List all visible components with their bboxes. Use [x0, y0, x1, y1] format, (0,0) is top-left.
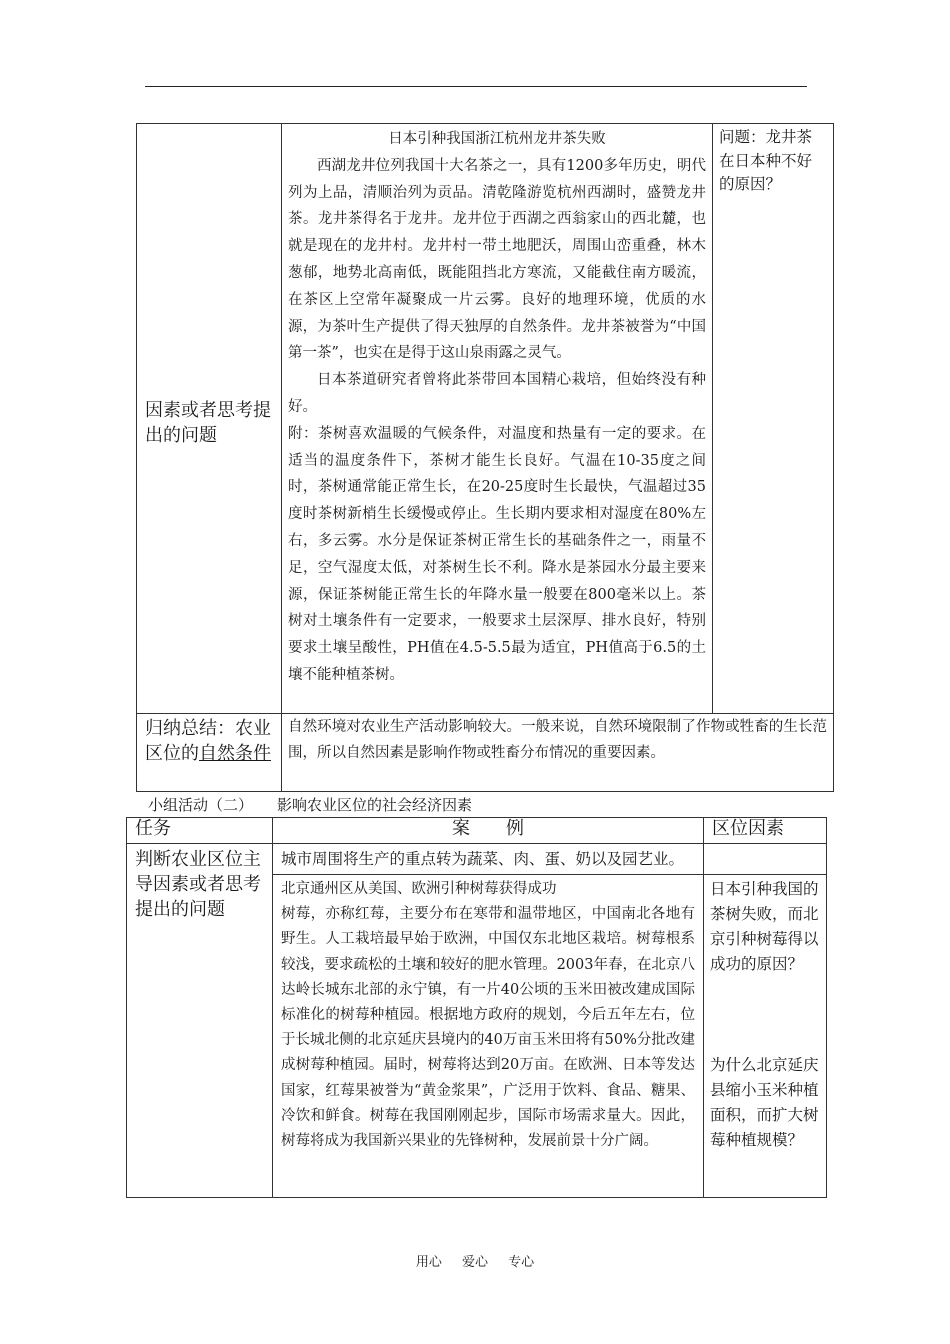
- factor-row2-cell: [704, 875, 827, 1198]
- passage-title: 日本引种我国浙江杭州龙井茶失败: [388, 131, 606, 147]
- activity-number: 小组活动（二）: [148, 796, 254, 814]
- factors-label-cell: [137, 124, 282, 714]
- case-row1-text: 城市周围将生产的重点转为蔬菜、肉、蛋、奶以及园艺业。: [281, 850, 685, 868]
- passage-cell: [282, 124, 713, 714]
- footer-word-2: 爱心: [461, 1255, 488, 1270]
- question-raspberry-success: 日本引种我国的茶树失败，而北京引种树莓得以成功的原因？: [710, 880, 819, 973]
- case-row1-cell: [273, 844, 704, 875]
- header-case-cell: [273, 818, 704, 844]
- question-cell: [713, 124, 834, 714]
- case-row2-text: 树莓，亦称红莓，主要分布在寒带和温带地区，中国南北各地有野生。人工栽培最早始于欧洲，中国仅东北地区栽培。树莓根系较浅，要求疏松的土壤和较好的肥水管理。2003年春，在北京八达岭长城东北部的永宁镇，有一片40公顷的玉米田被改建成国际标准化的树莓种植园。根据地方政府的规划，今后五年左右，位于长城北侧的北京延庆县境内的40万亩玉米田将有50%分批改建成树莓种植园。届时，树莓将达到20万亩。在欧洲、日本等发达国家，红莓果被誉为“黄金浆果”，广泛用于饮料、食品、糖果、冷饮和鲜食。树莓在我国刚刚起步，国际市场需求量大。因此，树莓将成为我国新兴果业的先锋树种，发展前景十分广阔。: [281, 906, 695, 1150]
- factor-row1-cell: [704, 844, 827, 875]
- header-task: 任务: [135, 818, 171, 839]
- header-case: 案 例: [452, 818, 524, 839]
- header-factor-cell: [704, 818, 827, 844]
- header-rule: [145, 86, 807, 87]
- footer-word-3: 专心: [508, 1255, 535, 1270]
- summary-text-cell: [282, 714, 834, 792]
- case-row2-title: 北京通州区从美国、欧洲引种树莓获得成功: [281, 881, 557, 897]
- natural-conditions-table: [136, 123, 834, 792]
- header-task-cell: [127, 818, 273, 844]
- case-row2-cell: [273, 875, 704, 1198]
- question-text: 问题：龙井茶在日本种不好的原因？: [719, 128, 813, 193]
- activity-caption: [148, 796, 472, 814]
- header-factor: 区位因素: [712, 818, 784, 839]
- task-label: 判断农业区位主导因素或者思考提出的问题: [135, 849, 261, 920]
- question-yanqing-corn: 为什么北京延庆县缩小玉米种植面积，而扩大树莓种植规模？: [710, 1056, 819, 1149]
- page-footer: [0, 1251, 950, 1270]
- summary-label-cell: [137, 714, 282, 792]
- passage-paragraph-1: 西湖龙井位列我国十大名茶之一，具有1200多年历史，明代列为上品，清顺治列为贡品。清乾隆游览杭州西湖时，盛赞龙井茶。龙井茶得名于龙井。龙井位于西湖之西翁家山的西北麓，也就是现在的龙井村。龙井村一带土地肥沃，周围山峦重叠，林木葱郁，地势北高南低，既能阻挡北方寒流，又能截住南方暖流，在茶区上空常年凝聚成一片云雾。良好的地理环境，优质的水源，为茶叶生产提供了得天独厚的自然条件。龙井茶被誉为“中国第一茶”，也实在是得于这山泉雨露之灵气。: [288, 157, 706, 362]
- activity-topic: 影响农业区位的社会经济因素: [277, 796, 473, 814]
- task-label-cell: [127, 844, 273, 1198]
- factors-label: 因素或者思考提出的问题: [145, 399, 271, 446]
- summary-text: 自然环境对农业生产活动影响较大。一般来说，自然环境限制了作物或牲畜的生长范围，所以自然因素是影响作物或牲畜分布情况的重要因素。: [288, 719, 827, 761]
- passage-appendix: 附：茶树喜欢温暖的气候条件，对温度和热量有一定的要求。在适当的温度条件下，茶树才能生长良好。气温在10-35度之间时，茶树通常能正常生长，在20-25度时生长最快，气温超过35度时茶树新梢生长缓慢或停止。生长期内要求相对湿度在80%左右，多云雾。水分是保证茶树正常生长的基础条件之一，雨量不足，空气湿度太低，对茶树生长不利。降水是茶园水分最主要来源，保证茶树能正常生长的年降水量一般要在800毫米以上。茶树对土壤条件有一定要求，一般要求土层深厚、排水良好，特别要求土壤呈酸性，PH值在4.5-5.5最为适宜，PH值高于6.5的土壤不能种植茶树。: [288, 425, 706, 683]
- summary-label: 归纳总结：农业区位的: [145, 718, 271, 764]
- socioeconomic-table: [126, 817, 827, 1198]
- passage-paragraph-2: 日本茶道研究者曾将此茶带回本国精心栽培，但始终没有种好。: [288, 372, 706, 415]
- summary-label-underlined: 自然条件: [199, 743, 271, 764]
- footer-word-1: 用心: [415, 1255, 442, 1270]
